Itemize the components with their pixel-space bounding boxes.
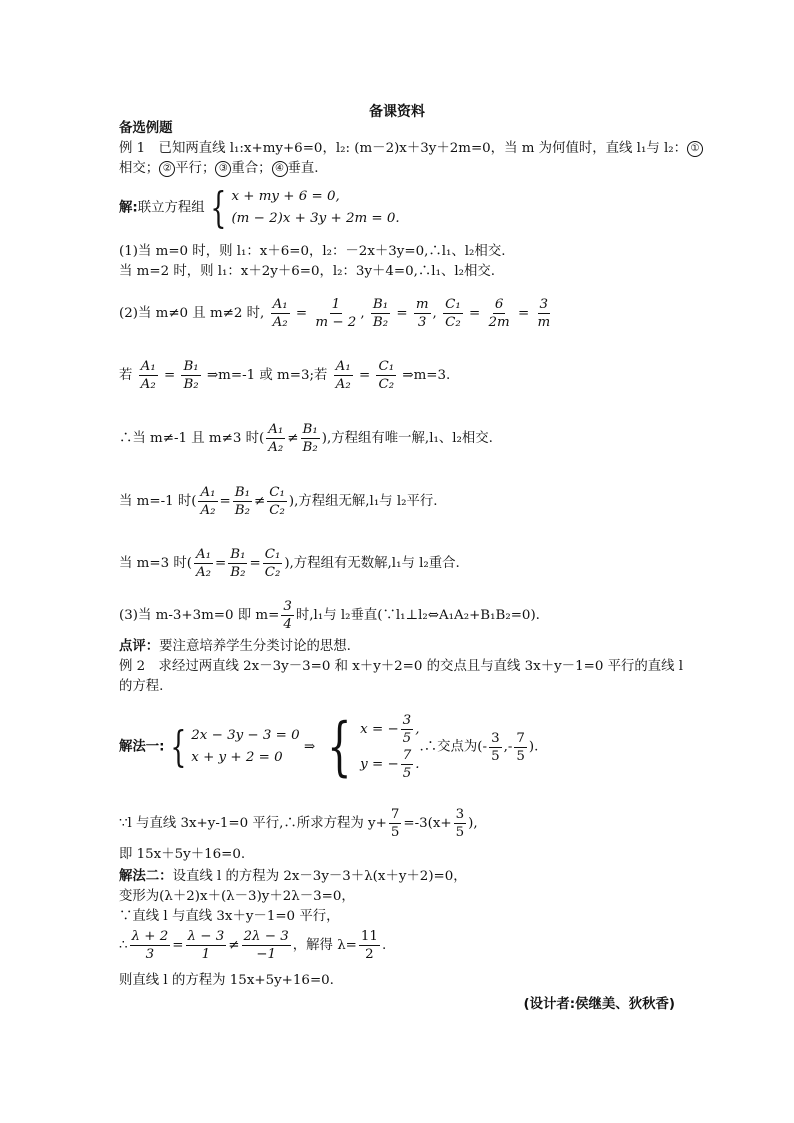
case-text: (3)当 m-3+3m=0 即 m=: [119, 608, 280, 623]
fraction-numerator: 3: [402, 713, 412, 728]
fraction-denominator: 5: [491, 748, 500, 764]
case2-conditions: [119, 358, 450, 393]
fraction: [401, 747, 414, 782]
equation: x + y + 2 = 0: [191, 750, 283, 765]
method-text: =-3(x+: [403, 816, 452, 831]
fraction: [228, 546, 247, 581]
solution-system: x = − $\frac{3}{5}$ , y = − $\frac{7}{5}$ .: [360, 713, 420, 781]
fraction-denominator: 5: [390, 825, 400, 840]
fraction: [139, 358, 158, 393]
solution-label: 解:: [119, 200, 138, 216]
comment-label: 点评：: [119, 639, 160, 654]
fraction-numerator: 7: [402, 748, 412, 763]
case-text: 若: [119, 368, 133, 383]
fraction: [443, 296, 463, 331]
equation: (m − 2)x + 3y + 2m = 0.: [231, 211, 400, 226]
fraction: [389, 806, 402, 841]
fraction: [130, 928, 171, 963]
fraction: [486, 296, 511, 331]
fraction: [414, 296, 431, 331]
fraction-denominator: A₂: [200, 503, 216, 518]
fraction: [181, 358, 200, 393]
option-text: 平行；: [175, 161, 216, 176]
circled-one: ①: [687, 141, 703, 157]
answer2: 则直线 l 的方程为 15x+5y+16=0.: [119, 973, 334, 988]
fraction-numerator: 3: [283, 599, 292, 614]
case-parallel: [119, 484, 438, 519]
example2-question-line2: 的方程.: [119, 679, 164, 694]
operator: ,: [432, 306, 437, 321]
fraction-denominator: 4: [283, 617, 292, 632]
fraction: [271, 296, 290, 331]
method-label: 解法一:: [119, 739, 165, 755]
case1-line-a: (1)当 m=0 时，则 l₁：x＋6=0，l₂：－2x＋3y=0,∴l₁、l₂相交.: [119, 244, 506, 259]
fraction-denominator: 2: [365, 947, 374, 962]
method2-line1: [119, 868, 467, 886]
fraction-numerator: 3: [455, 807, 465, 822]
fraction: [514, 730, 527, 765]
example1-text: 例 1 已知两直线 l₁:x+my+6=0，l₂: (m－2)x＋3y＋2m=0，当 m 为何值时，直线 l₁与 l₂：: [119, 141, 688, 156]
method2-line2: 变形为(λ＋2)x＋(λ－3)y＋2λ－3=0，: [119, 889, 355, 904]
fraction-numerator: A₁: [272, 297, 288, 312]
method-text: .∴交点为(-: [419, 739, 488, 755]
fraction: [301, 421, 320, 456]
fraction: [376, 358, 396, 393]
brace-icon: {: [210, 183, 227, 232]
case-text: ),方程组有唯一解,l₁、l₂相交.: [321, 431, 493, 446]
case-text: ⇒m=3.: [402, 368, 451, 383]
fraction-numerator: 7: [390, 807, 400, 822]
operator: =: [517, 306, 530, 321]
fraction-denominator: 5: [402, 766, 412, 781]
brace-icon: {: [169, 722, 186, 771]
operator: =: [295, 306, 308, 321]
case-text: (2)当 m≠0 且 m≠2 时,: [119, 306, 265, 321]
fraction-denominator: B₂: [234, 503, 250, 518]
fraction: [359, 928, 380, 963]
case2-intersect: [119, 421, 493, 456]
fraction: [263, 546, 283, 581]
equation: 2x − 3y − 3 = 0: [191, 728, 300, 743]
method-label: 解法二：: [119, 869, 173, 884]
fraction-denominator: C₂: [269, 503, 285, 518]
fraction-numerator: 2λ − 3: [243, 929, 289, 944]
circled-three: ③: [215, 161, 231, 177]
case-text: ⇒m=-1 或 m=3;若: [206, 368, 328, 383]
fraction-denominator: −1: [256, 947, 276, 962]
example1-question-line2: [119, 160, 319, 178]
operator: =: [219, 494, 231, 509]
operator: =: [249, 556, 261, 571]
fraction-denominator: B₂: [372, 315, 389, 330]
case-text: ∴当 m≠-1 且 m≠3 时(: [119, 431, 265, 446]
case-text: 当 m=3 时(: [119, 556, 192, 571]
fraction-numerator: 1: [331, 297, 341, 312]
fraction-denominator: 3: [417, 315, 427, 330]
circled-two: ②: [159, 161, 175, 177]
fraction-numerator: 3: [491, 730, 500, 746]
operator: =: [215, 556, 227, 571]
equation: x = −: [360, 722, 399, 737]
fraction-numerator: A₁: [200, 485, 216, 500]
fraction: [186, 928, 227, 963]
fraction-numerator: A₁: [335, 359, 351, 374]
fraction-numerator: B₁: [302, 422, 318, 437]
fraction-denominator: A₂: [272, 315, 288, 330]
fraction-numerator: C₁: [269, 485, 285, 500]
fraction-denominator: C₂: [378, 377, 395, 392]
fraction-denominator: B₂: [302, 440, 318, 455]
method-text: ，解得 λ=: [292, 938, 357, 953]
method-text: ).: [528, 739, 539, 755]
fraction-denominator: A₂: [335, 377, 351, 392]
fraction-numerator: 7: [516, 730, 525, 746]
fraction-denominator: 5: [516, 748, 525, 764]
solution-text: 联立方程组: [137, 200, 205, 216]
fraction-numerator: B₁: [183, 359, 199, 374]
fraction-numerator: 3: [539, 297, 549, 312]
operator: =: [468, 306, 481, 321]
equation: x + my + 6 = 0,: [231, 189, 340, 204]
operator: =: [358, 368, 371, 383]
fraction: [334, 358, 353, 393]
example1-solution-system: [119, 183, 400, 232]
fraction-denominator: C₂: [264, 565, 281, 580]
fraction-denominator: 2m: [488, 315, 510, 330]
method2-line3: ∵直线 l 与直线 3x＋y－1=0 平行，: [119, 909, 340, 924]
operator: ≠: [253, 494, 266, 509]
fraction-numerator: A₁: [140, 359, 156, 374]
fraction-denominator: m − 2: [315, 315, 357, 330]
fraction-denominator: 3: [145, 947, 155, 962]
method-text: ),: [468, 816, 478, 831]
equation-system: [191, 725, 299, 769]
fraction-numerator: A₁: [268, 422, 284, 437]
fraction-denominator: m: [537, 315, 551, 330]
case-text: 当 m=-1 时(: [119, 494, 197, 509]
fraction-denominator: 1: [201, 947, 211, 962]
fraction: [242, 928, 291, 963]
comment-text: 要注意培养学生分类讨论的思想.: [159, 639, 351, 654]
case-text: ),方程组有无数解,l₁与 l₂重合.: [284, 556, 460, 571]
fraction-denominator: A₂: [140, 377, 156, 392]
example1-question-line1: [119, 140, 703, 158]
case-coincide: [119, 546, 460, 581]
case-text: ),方程组无解,l₁与 l₂平行.: [288, 494, 438, 509]
option-text: 垂直.: [287, 161, 319, 176]
designer-credit: (设计者:侯继美、狄秋香): [523, 997, 675, 1012]
answer1: 即 15x＋5y＋16=0.: [119, 847, 246, 862]
case3-perpendicular: [119, 598, 540, 633]
case-text: 时,l₁与 l₂垂直(∵l₁⊥l₂⇔A₁A₂+B₁B₂=0).: [295, 608, 540, 623]
fraction-numerator: B₁: [234, 485, 250, 500]
fraction-numerator: C₁: [378, 359, 395, 374]
operator: ⇒: [303, 739, 316, 755]
fraction: [401, 712, 414, 747]
fraction-numerator: λ − 3: [187, 929, 225, 944]
operator: =: [163, 368, 176, 383]
option-text: 重合；: [231, 161, 272, 176]
fraction: [454, 806, 467, 841]
circled-four: ④: [272, 161, 288, 177]
fraction-numerator: A₁: [195, 547, 212, 562]
method1-system: 解法一: { 2x − 3y − 3 = 0 x + y + 2 = 0 ⇒ { x = − $\frac{3}{5}$ , y = − $\frac{7}{5}$ ..∴交点为(- $\frac{3}{5}$ ,- $\frac{7}{5}$ ).: [119, 710, 539, 784]
fraction-denominator: A₂: [195, 565, 212, 580]
operator: =: [396, 306, 408, 321]
fraction: [489, 730, 502, 765]
fraction-numerator: C₁: [264, 547, 281, 562]
equation: y = −: [360, 757, 399, 772]
fraction-numerator: λ + 2: [131, 929, 169, 944]
fraction-denominator: 5: [402, 731, 412, 746]
fraction: [198, 484, 217, 519]
equation-system: [231, 186, 399, 230]
case1-line-b: 当 m=2 时，则 l₁：x＋2y＋6=0，l₂：3y＋4=0,∴l₁、l₂相交.: [119, 264, 496, 279]
method-text: 设直线 l 的方程为 2x－3y－3＋λ(x＋y＋2)=0，: [172, 869, 467, 884]
operator: ,: [360, 306, 365, 321]
fraction-denominator: B₂: [183, 377, 199, 392]
fraction-numerator: B₁: [230, 547, 246, 562]
fraction: [266, 421, 285, 456]
fraction: [535, 296, 552, 331]
method-text: .: [381, 938, 387, 953]
parallel-equation: [119, 806, 478, 841]
fraction-numerator: B₁: [372, 297, 389, 312]
fraction: [371, 296, 390, 331]
example2-question-line1: 例 2 求经过两直线 2x－3y－3=0 和 x＋y＋2=0 的交点且与直线 3x＋y－1=0 平行的直线 l: [119, 659, 684, 674]
fraction: [313, 296, 358, 331]
fraction-denominator: 5: [455, 825, 465, 840]
method2-ratio: [119, 928, 386, 963]
fraction: [194, 546, 213, 581]
method-text: ∴: [119, 938, 128, 953]
fraction-numerator: 11: [360, 929, 378, 944]
operator: =: [172, 938, 184, 953]
fraction: [233, 484, 252, 519]
case2-ratios: [119, 296, 554, 331]
fraction-numerator: m: [415, 297, 429, 312]
fraction: [267, 484, 287, 519]
section-heading: 备选例题: [119, 121, 173, 136]
fraction-denominator: C₂: [445, 315, 461, 330]
fraction-numerator: 6: [494, 297, 504, 312]
brace-icon: {: [327, 710, 353, 784]
page-title: 备课资料: [369, 104, 425, 120]
comment-line: [119, 638, 351, 656]
operator: ≠: [287, 431, 299, 446]
method-text: ∵l 与直线 3x+y-1=0 平行,∴所求方程为 y+: [119, 816, 387, 831]
fraction-numerator: C₁: [445, 297, 461, 312]
fraction-denominator: A₂: [268, 440, 284, 455]
fraction: [281, 598, 294, 633]
fraction-denominator: B₂: [230, 565, 246, 580]
operator: ≠: [228, 938, 240, 953]
option-text: 相交；: [119, 161, 160, 176]
